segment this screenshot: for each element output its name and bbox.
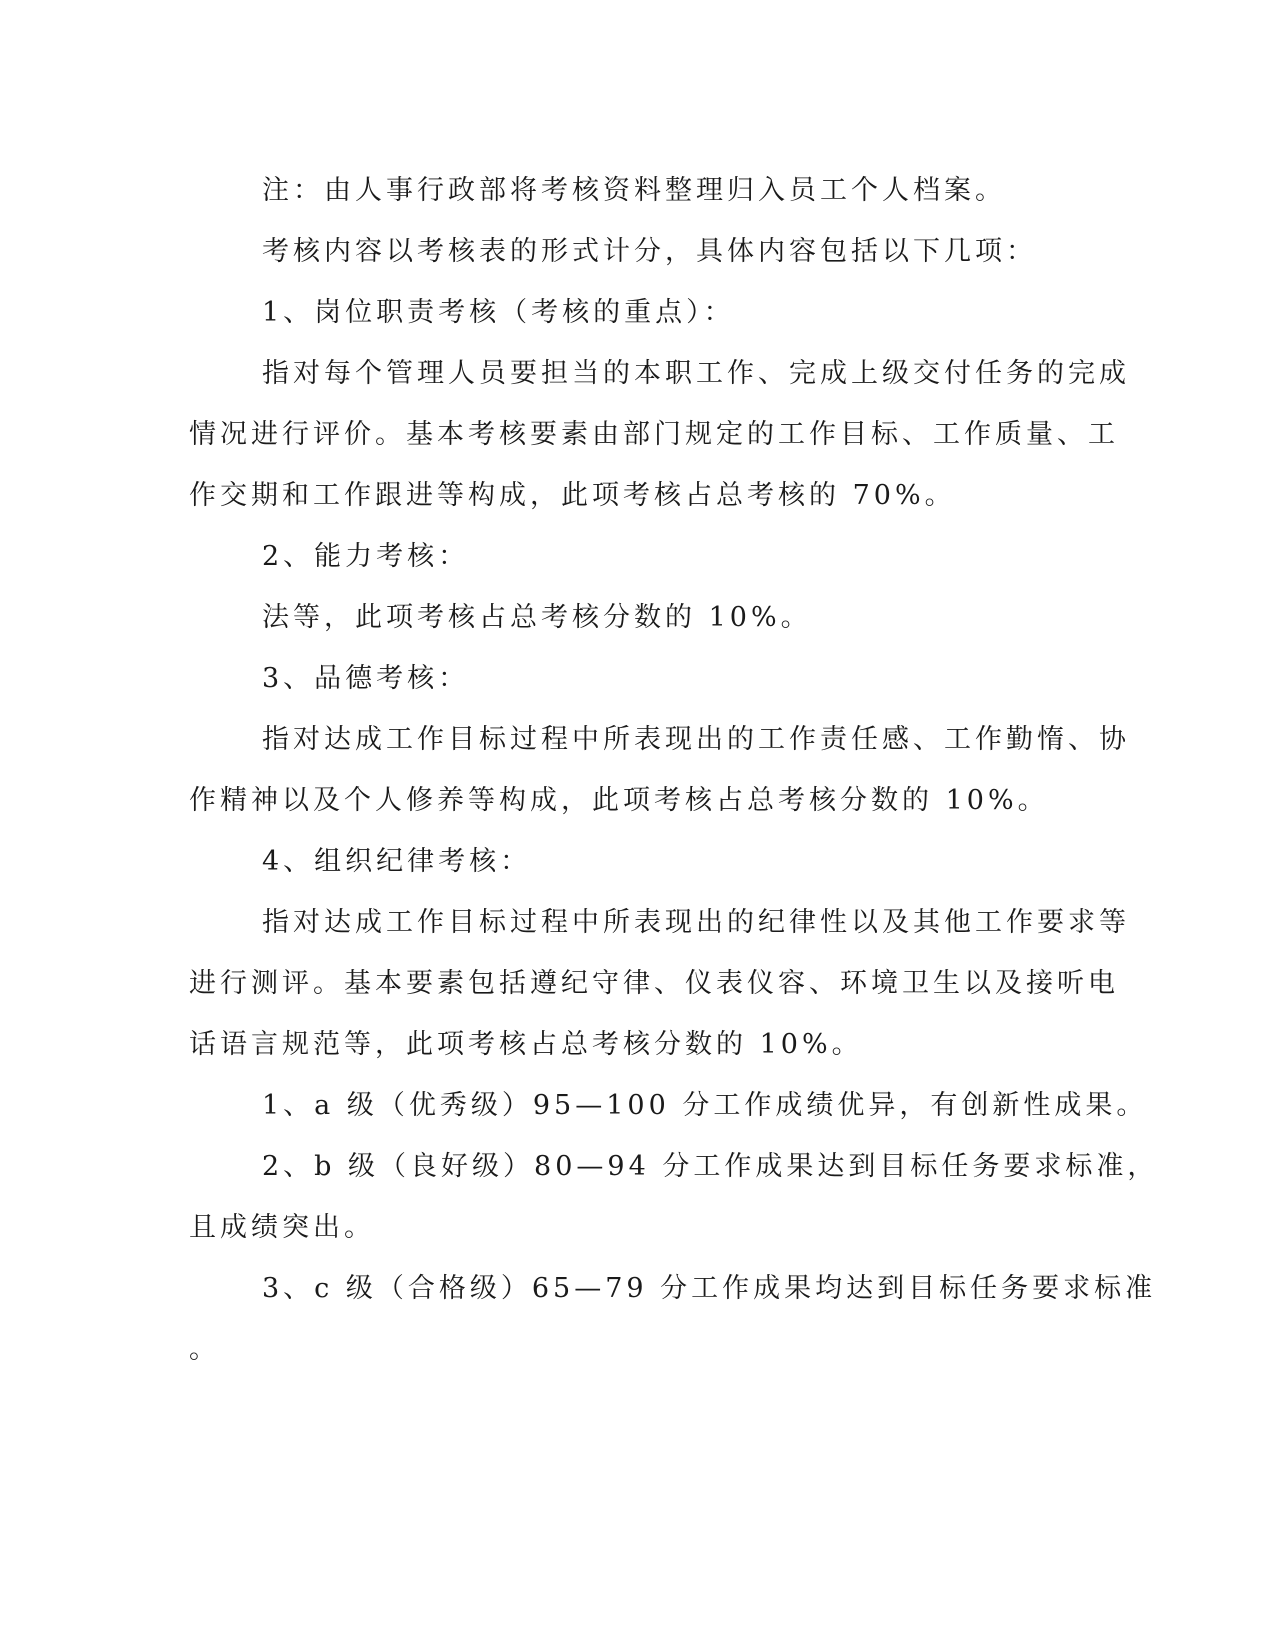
text-line: 作交期和工作跟进等构成，此项考核占总考核的 70%。 [189,480,956,511]
grade-item: 2、b 级（良好级）80—94 分工作成果达到目标任务要求标准， [262,1151,1159,1182]
section-heading: 4、组织纪律考核： [262,846,532,877]
text-line: 话语言规范等，此项考核占总考核分数的 10%。 [189,1029,863,1060]
text-line: 注：由人事行政部将考核资料整理归入员工个人档案。 [262,175,1006,206]
text-line: 进行测评。基本要素包括遵纪守律、仪表仪容、环境卫生以及接听电 [189,968,1119,999]
section-heading: 3、品德考核： [262,663,470,694]
text-line: 考核内容以考核表的形式计分，具体内容包括以下几项： [262,236,1037,267]
text-line: 指对每个管理人员要担当的本职工作、完成上级交付任务的完成 [262,358,1130,389]
text-line: 指对达成工作目标过程中所表现出的工作责任感、工作勤惰、协 [262,724,1130,755]
text-line: 作精神以及个人修养等构成，此项考核占总考核分数的 10%。 [189,785,1049,816]
text-line: 情况进行评价。基本考核要素由部门规定的工作目标、工作质量、工 [189,419,1119,450]
grade-item: 1、a 级（优秀级）95—100 分工作成绩优异，有创新性成果。 [262,1090,1148,1121]
text-line: 且成绩突出。 [189,1212,375,1243]
section-heading: 2、能力考核： [262,541,470,572]
text-line: 。 [189,1334,220,1365]
text-line: 法等，此项考核占总考核分数的 10%。 [262,602,812,633]
document-body [189,160,1159,1380]
text-line: 指对达成工作目标过程中所表现出的纪律性以及其他工作要求等 [262,907,1130,938]
section-heading: 1、岗位职责考核（考核的重点）： [262,297,735,328]
grade-item: 3、c 级（合格级）65—79 分工作成果均达到目标任务要求标准 [262,1273,1157,1304]
